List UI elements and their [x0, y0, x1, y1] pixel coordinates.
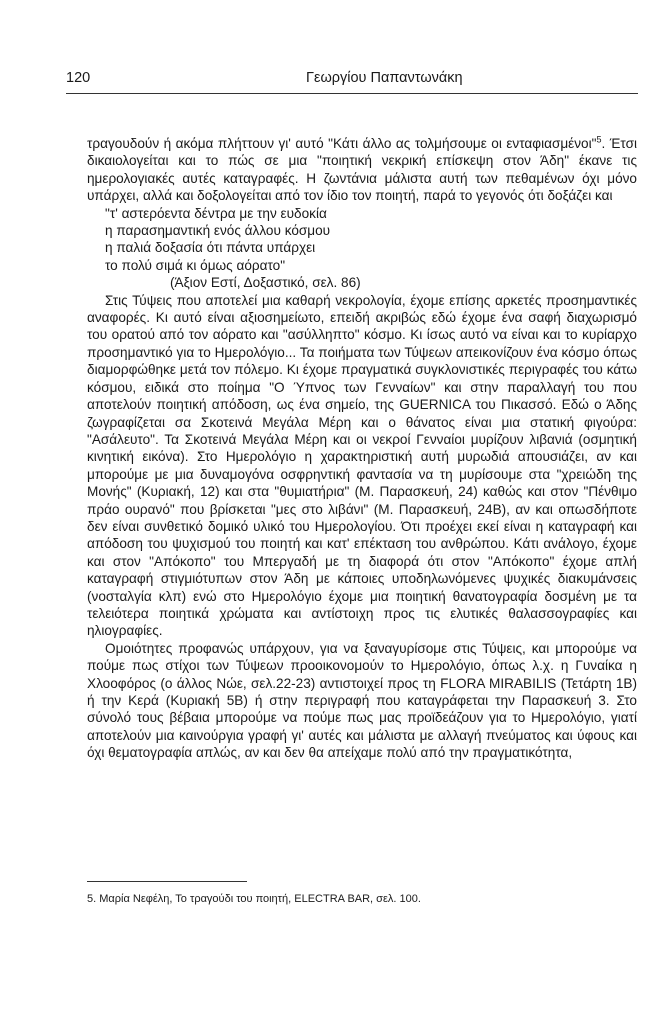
header-rule [66, 93, 638, 94]
body-text [87, 135, 637, 762]
footnote-ref: 5 [596, 134, 602, 145]
poem-line: η παρασημαντική ενός άλλου κόσμου [105, 223, 331, 239]
poem-line: το πολύ σιμά κι όμως αόρατο" [105, 257, 286, 273]
poem-line: η παλιά δοξασία ότι πάντα υπάρχει [105, 240, 316, 256]
paragraph-3: Ομοιότητες προφανώς υπάρχουν, για να ξαναγυρίσομε στις Τύψεις, και μπορούμε να πούμε πως στίχοι των Τύψεων προοικονομούν το Ημερολόγιο, όπως λ.χ. η Γυναίκα η Χλοοφόρος (ο άλλος Νώε, σελ.22-23) αντιστοιχεί προς τη FLORA MIRABILIS (Τετάρτη 1Β) ή την Κερά (Κυριακή 5Β) ή στην περιγραφή που καταγράφεται την Παρασκευή 3. Στο σύνολό τους βέβαια μπορούμε να πούμε πως μας προϊδεάζουν για το Ημερολόγιο, γιατί αποτελούν μια καινούργια γραφή γι' αυτές και μάλιστα με αλλαγή πνεύματος και ύφους και όχι θεματογραφία απλώς, αν και δεν θα απείχαμε πολύ από την πραγματικότητα, [87, 640, 637, 761]
poem-source: (Άξιον Εστί, Δοξαστικό, σελ. 86) [170, 275, 361, 291]
page-number: 120 [66, 70, 91, 86]
paragraph-2: Στις Τύψεις που αποτελεί μια καθαρή νεκρολογία, έχομε επίσης αρκετές προσημαντικές αναφορές. Κι αυτό είναι αξιοσημείωτο, επειδή ακριβώς εδώ έχομε ένα σαφή διαχωρισμό του ορατού από τον αόρατο και "ασύλληπτο" κόσμο. Κι ίσως αυτό να είναι και το κυρίαρχο προσημαντικό για το Ημερολόγιο... Τα ποιήματα των Τύψεων απεικονίζουν ένα κόσμο όπως διαμορφώθηκε μετά τον πόλεμο. Κι έχομε πραγματικά συγκλονιστικές περιγραφές του κάτω κόσμου, ειδικά στο ποίημα "Ο Ύπνος των Γενναίων" και στην παραλλαγή του που αποτελούν ποιητική απόδοση, ως ένα σημείο, της GUERNICA του Πικασσό. Εδώ ο Άδης ζωγραφίζεται σα Σκοτεινά Μεγάλα Μέρη και ο θάνατος είναι μια στατική φιγούρα: "Ασάλευτο". Τα Σκοτεινά Μεγάλα Μέρη και οι νεκροί Γενναίοι μυρίζουν λιβανιά (οσμητική κινητική εικόνα). Στο Ημερολόγιο η χαρακτηριστική αυτή μυρωδιά απουσιάζει, αν και μπορούμε με μια δυναμογόνα οσφρηντική φαντασία να τη μυρίσουμε στα "χρειώδη της Μονής" (Κυριακή, 12) και στα "θυμιατήρια" (Μ. Παρασκευή, 24) καθώς και στον "Πένθιμο πράο ουρανό" που βρίσκεται "μες στο λιβάνι" (Μ. Παρασκευή, 24Β), αν και οπωσδήποτε δεν είναι συνθετικό δομικό υλικό του Ημερολογίου. Ότι προέχει εκεί είναι η καταγραφή και απόδοση του ψυχισμού του ποιητή και κατ' επέκταση του ανθρώπου. Κάτι ανάλογο, έχομε και στον "Απόκοπο" του Μπεργαδή με τη διαφορά ότι στον "Απόκοπο" έχομε απλή καταγραφή στιγμιότυπων στον Άδη με κάποιες υποδηλωνόμενες ψυχικές διακυμάνσεις (νοσταλγία κλπ) ενώ στο Ημερολόγιο έχομε μια ποιητική θανατογραφία δοσμένη με τα τελειότερα ποιητικά χρώματα και αντίστοιχη προς τις ελυτικές θαλασσογραφίες και ηλιογραφίες. [87, 292, 637, 639]
footnote-rule [87, 881, 247, 882]
poem-line: "τ' αστερόεντα δέντρα με την ευδοκία [105, 205, 327, 221]
running-title: Γεωργίου Παπαντωνάκη [306, 70, 463, 86]
footnote: 5. Μαρία Νεφέλη, Το τραγούδι του ποιητή, ELECTRA BAR, σελ. 100. [87, 893, 421, 905]
paragraph-1-text: τραγουδούν ή ακόμα πλήττουν γι' αυτό "Κάτι άλλο ας τολμήσουμε οι ενταφιασμένοι" [87, 136, 597, 151]
paragraph-1-text-cont: . Έτσι δικαιολογείται και το πώς σε μια "ποιητική νεκρική επίσκεψη στον Άδη" έκανε τις ημερολογιακές αυτές καταγραφές. Η ζωντάνια μάλιστα αυτή των πεθαμένων όχι μόνο υπάρχει, αλλά και δοξολογείται από τον ίδιο τον ποιητή, παρά το γεγονός ότι δοξάζει και [87, 136, 637, 204]
paragraph-1 [87, 135, 637, 205]
poem-quote [105, 205, 637, 292]
